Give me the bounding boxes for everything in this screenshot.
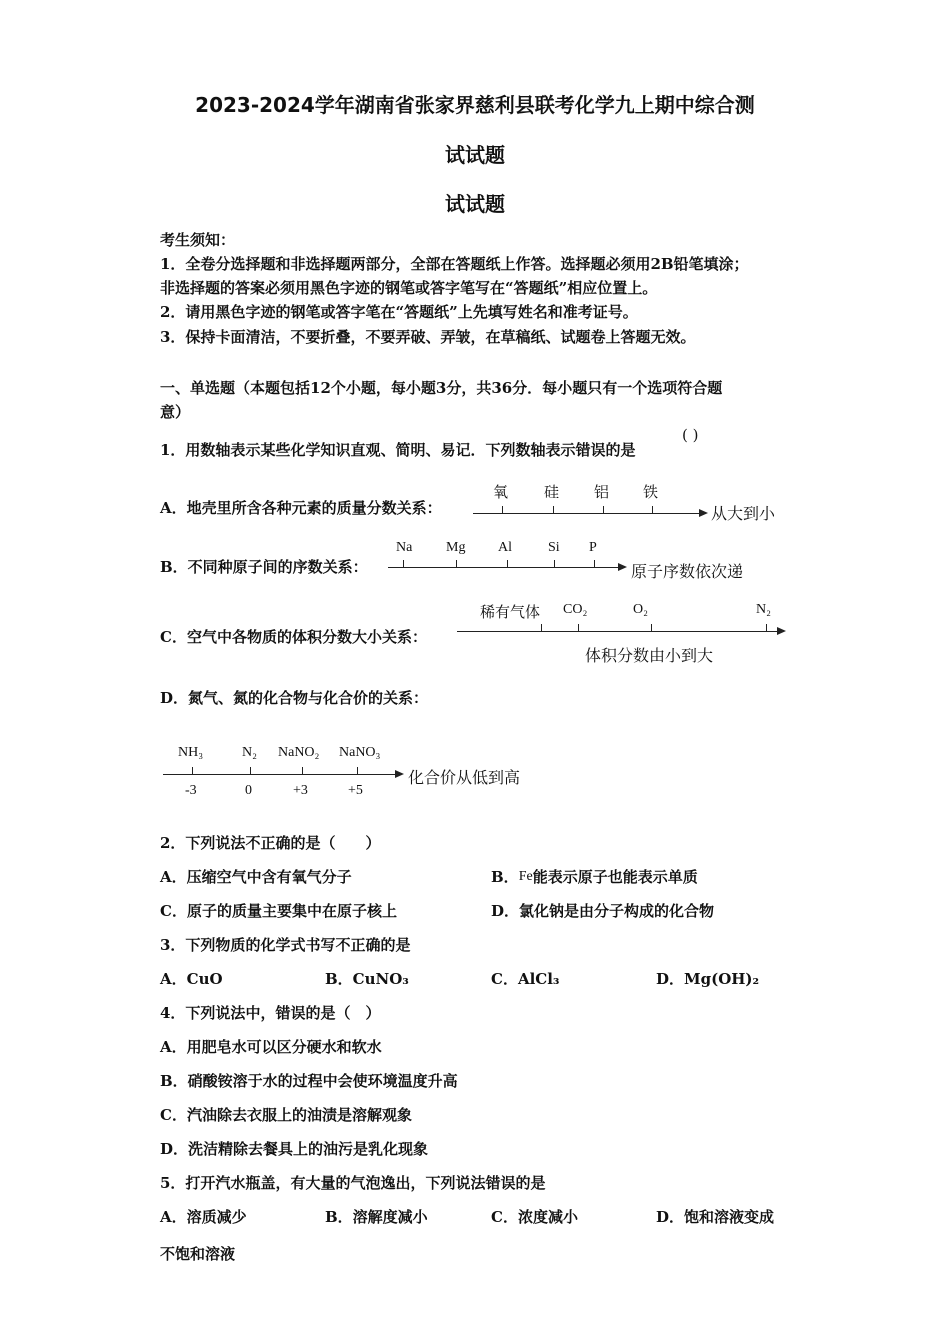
tick-label: NH₃ — [178, 745, 204, 760]
tick-label: Al — [498, 540, 512, 555]
q3-option-b: B．CuNO₃ — [325, 970, 409, 988]
q4-option-b: B．硝酸铵溶于水的过程中会使环境温度升高 — [160, 1072, 458, 1090]
q4-option-c: C．汽油除去衣服上的油渍是溶解观象 — [160, 1106, 412, 1124]
q2-option-d: D．氯化钠是由分子构成的化合物 — [491, 902, 715, 920]
q5-option-d-cont: 不饱和溶液 — [160, 1245, 236, 1263]
notice-heading: 考生须知： — [160, 231, 236, 249]
valence-label: +5 — [348, 783, 363, 798]
valence-label: -3 — [185, 783, 197, 798]
question-1-stem: 1．用数轴表示某些化学知识直观、简明、易记．下列数轴表示错误的是 — [160, 441, 636, 459]
q4-option-a: A．用肥皂水可以区分硬水和软水 — [160, 1038, 382, 1056]
section-heading: 一、单选题（本题包括12个小题，每小题3分，共36分．每小题只有一个选项符合题 — [160, 379, 723, 397]
q5-option-d: D．饱和溶液变成 — [656, 1208, 775, 1226]
tick-label: NaNO₃ — [339, 745, 381, 760]
valence-label: 0 — [245, 783, 252, 798]
answer-paren: ( ) — [682, 426, 699, 444]
question-3-stem: 3．下列物质的化学式书写不正确的是 — [160, 936, 411, 954]
tick-label: 铝 — [594, 483, 610, 501]
notice-item: 1．全卷分选择题和非选择题两部分，全部在答题纸上作答。选择题必须用2B铅笔填涂； — [160, 255, 749, 273]
valence-label: +3 — [293, 783, 308, 798]
page-title-line3: 试试题 — [445, 192, 505, 216]
option-text: 能表示原子也能表示单质 — [532, 868, 698, 886]
q1-option-d: D．氮气、氮的化合物与化合价的关系： — [160, 689, 429, 707]
q5-option-b: B．溶解度减小 — [325, 1208, 428, 1226]
q2-option-c: C．原子的质量主要集中在原子核上 — [160, 902, 397, 920]
notice-item: 非选择题的答案必须用黑色字迹的钢笔或答字笔写在“答题纸”相应位置上。 — [160, 279, 658, 297]
axis-caption: 体积分数由小到大 — [585, 646, 714, 665]
tick-label: O₂ — [633, 602, 648, 617]
q3-option-a: A．CuO — [160, 970, 223, 988]
q1-option-b: B．不同种原子间的序数关系： — [160, 558, 368, 576]
tick-label: N₂ — [242, 745, 257, 760]
q1-option-a: A．地壳里所含各种元素的质量分数关系： — [160, 499, 442, 517]
tick-label: NaNO₂ — [278, 745, 320, 760]
section-heading-cont: 意） — [160, 403, 191, 421]
q5-option-c: C．浓度减小 — [491, 1208, 578, 1226]
question-4-stem: 4．下列说法中，错误的是（ ） — [160, 1004, 381, 1022]
q2-option-a: A．压缩空气中含有氧气分子 — [160, 868, 352, 886]
tick-label: 硅 — [544, 483, 560, 501]
tick-label: Na — [396, 540, 413, 555]
q1-option-c: C．空气中各物质的体积分数大小关系： — [160, 628, 427, 646]
q3-option-d: D．Mg(OH)₂ — [656, 970, 760, 988]
arrow-caption: 原子序数依次递 — [631, 562, 744, 581]
q4-option-d: D．洗洁精除去餐具上的油污是乳化现象 — [160, 1140, 429, 1158]
question-5-stem: 5．打开汽水瓶盖，有大量的气泡逸出，下列说法错误的是 — [160, 1174, 546, 1192]
tick-label: Si — [548, 540, 560, 555]
q5-option-a: A．溶质减少 — [160, 1208, 247, 1226]
page-title: 2023-2024学年湖南省张家界慈利县联考化学九上期中综合测 — [195, 93, 755, 117]
arrow-caption: 从大到小 — [711, 504, 776, 523]
q2-option-b — [491, 866, 698, 887]
tick-label: 铁 — [643, 483, 659, 501]
q3-option-c: C．AlCl₃ — [491, 970, 560, 988]
tick-label: CO₂ — [563, 602, 588, 617]
arrow-caption: 化合价从低到高 — [408, 768, 521, 787]
tick-label: 氧 — [493, 483, 509, 501]
notice-item: 3．保持卡面清洁，不要折叠，不要弄破、弄皱，在草稿纸、试题卷上答题无效。 — [160, 328, 696, 346]
option-letter: B． — [491, 868, 519, 886]
fe-symbol: Fe — [518, 869, 533, 884]
notice-item: 2．请用黑色字迹的钢笔或答字笔在“答题纸”上先填写姓名和准考证号。 — [160, 303, 638, 321]
tick-label: 稀有气体 — [480, 603, 541, 621]
tick-label: Mg — [446, 540, 466, 555]
tick-label: P — [589, 540, 597, 555]
question-2-stem: 2．下列说法不正确的是（ ） — [160, 834, 381, 852]
page-title-line2: 试试题 — [445, 143, 505, 167]
tick-label: N₂ — [756, 602, 771, 617]
